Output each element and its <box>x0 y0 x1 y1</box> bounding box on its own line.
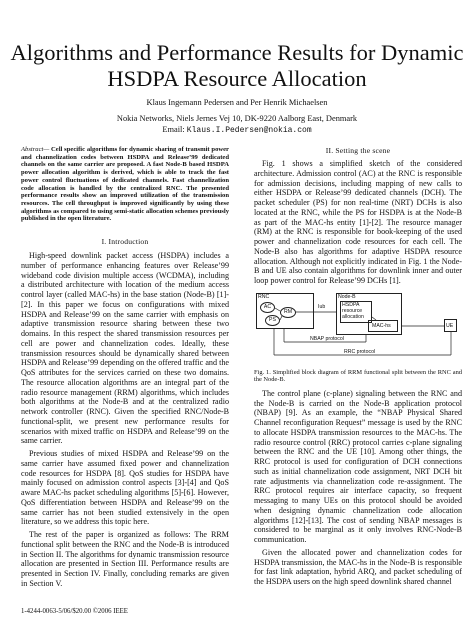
figure-connectors <box>254 291 462 369</box>
rnc-label: RNC <box>258 293 270 300</box>
title-line-2: HSDPA Resource Allocation <box>107 66 367 91</box>
email-address: Klaus.I.Pedersen@nokia.com <box>186 126 312 135</box>
right-column <box>254 146 462 587</box>
ac-label: AC <box>263 304 272 311</box>
intro-paragraph-2: Previous studies of mixed HSDPA and Release’99 on the same carrier have assumed fixed power and channelization code resources for HSDPA [8]. QoS studies for HSDPA have mainly focused on admission control aspects [3]-[4] and QoS aware MAC-hs packet scheduling algorithms [5]-[6]. However, QoS differentiation between HSDPA and Release’99 on the same carrier has not been studied extensively in the open literature, so we address this topic here. <box>21 449 229 527</box>
hsdpa-allocation-label: HSDPA resource allocation <box>342 301 364 320</box>
section-heading-setting-the-scene: II. Setting the scene <box>325 146 391 155</box>
rm-label: RM <box>283 309 293 316</box>
scene-paragraph-2: The control plane (c-plane) signaling between the RNC and the Node-B is carried on the Node-B application protocol (NBAP) [9]. As an example, the “NBAP Physical Shared Channel reconfiguration Request” message is used by the RNC to allocate HSDPA transmission resources to the MAC-hs. The radio resource control (RRC) protocol carries c-plane signaling between the RNC and the UE [10]. Among other things, the RRC protocol is used for configuration of DCH connections such as initial channelization code assignment, NRT DCH bit rate adjustments via channelization code re-assignment. The RRC protocol requires air interface capacity, so frequent messaging to many UEs on this protocol should be avoided when designing dynamic channelization code allocation algorithms [12]-[13]. The cost of sending NBAP messages is considered to be marginal as it only involves RNC-Node-B communication. <box>254 388 462 545</box>
paper-title <box>0 40 474 92</box>
rrc-protocol-label: RRC protocol <box>344 348 376 355</box>
figure-1-diagram <box>254 291 462 369</box>
page-footer: 1-4244-0063-5/06/$20.00 ©2006 IEEE <box>21 608 128 615</box>
title-line-1: Algorithms and Performance Results for Dynamic <box>10 40 464 65</box>
section-heading-introduction: I. Introduction <box>101 237 149 247</box>
abstract-text: Cell specific algorithms for dynamic sharing of transmit power and channelization codes between HSDPA and Release’99 dedicated channels on the same carrier are proposed. A fast Node-B based HSDPA power allocation algorithm is derived, which is able to track the fast power control fluctuations of dedicated channels. Fast channelization code allocation is handled by the centralized RNC. The presented performance results show an improved utilization of the transmission resources. The cell throughput is improved significantly by using these algorithms as compared to using semi-static allocation schemes previously published in the open literature. <box>21 146 229 223</box>
scene-paragraph-3: Given the allocated power and channelization codes for HSDPA transmission, the MAC-hs in the Node-B is responsible for fast link adaptation, hybrid ARQ, and packet scheduling of the HSDPA users on the high speed downlink shared channel <box>254 547 462 587</box>
left-column <box>21 146 229 589</box>
abstract-lead: Abstract— <box>21 146 50 153</box>
email-label: Email: <box>162 125 185 134</box>
machs-label: MAC-hs <box>372 322 391 329</box>
scene-paragraph-1: Fig. 1 shows a simplified sketch of the considered architecture. Admission control (AC) at the RNC is responsible for admission decisions, including mapping of new calls to either HSDPA or Release’99 dedicated channels (DCH). The packet scheduler (PS) for non real-time (NRT) DCHs is also located at the RNC, while the PS for HSDPA is at the Node-B as part of the MAC-hs entity [1]-[2]. The resource manager (RM) at the RNC is responsible for book-keeping of the used power and channelization code resources for each cell. The Node-B also has algorithms for adaptive HSDPA resource allocation. Although not explicitly indicated in Fig. 1 the Node-B and UE also contain algorithms for downlink inner and outer loop power control for Release’99 DCHs [1]. <box>254 159 462 285</box>
abstract <box>21 146 229 223</box>
ue-label: UE <box>446 322 454 329</box>
intro-paragraph-3: The rest of the paper is organized as follows: The RRM functional split between the RNC and the Node-B is introduced in Section II. The algorithms for dynamic transmission resource allocation are presented in Section III. Performance results are presented in Section IV. Finally, concluding remarks are given in Section V. <box>21 530 229 588</box>
nodeb-label: Node-B <box>338 293 356 300</box>
authors: Klaus Ingemann Pedersen and Per Henrik Michaelsen <box>146 98 328 107</box>
nbap-protocol-label: NBAP protocol <box>310 335 344 342</box>
ps-label: PS <box>269 317 276 324</box>
figure-1-caption: Fig. 1. Simplified block diagram of RRM functional split between the RNC and the Node-B. <box>254 368 462 384</box>
iub-label: Iub <box>318 303 326 310</box>
affiliation: Nokia Networks, Niels Jernes Vej 10, DK-9220 Aalborg East, Denmark <box>116 114 358 123</box>
email-line <box>0 124 474 136</box>
intro-paragraph-1: High-speed downlink packet access (HSDPA) includes a number of performance enhancing features over Release’99 wideband code division multiple access (WCDMA), including a distributed architecture with location of the medium access control layer (called MAC-hs) in the base station (Node-B) [1]-[2]. In this paper we focus on configurations with mixed HSDPA and Release’99 on the same carrier with emphasis on adaptive transmission resource sharing between these two domains. In this respect the shared transmission resources per cell are power and channelization codes. Ideally, these transmission resources should be dynamically shared between HSDPA and Release’99 depending on the offered traffic and the QoS attributes for the services carried on these two domains. The resource allocation algorithms are an integral part of the radio resource management (RRM) algorithms, which includes both algorithms at the Node-B and at the centralized radio network controller (RNC). Given the specified RNC/Node-B functional-split, we present new performance results for scenarios with mixed traffic on HSDPA and Release’99 on the same carrier. <box>21 251 229 446</box>
